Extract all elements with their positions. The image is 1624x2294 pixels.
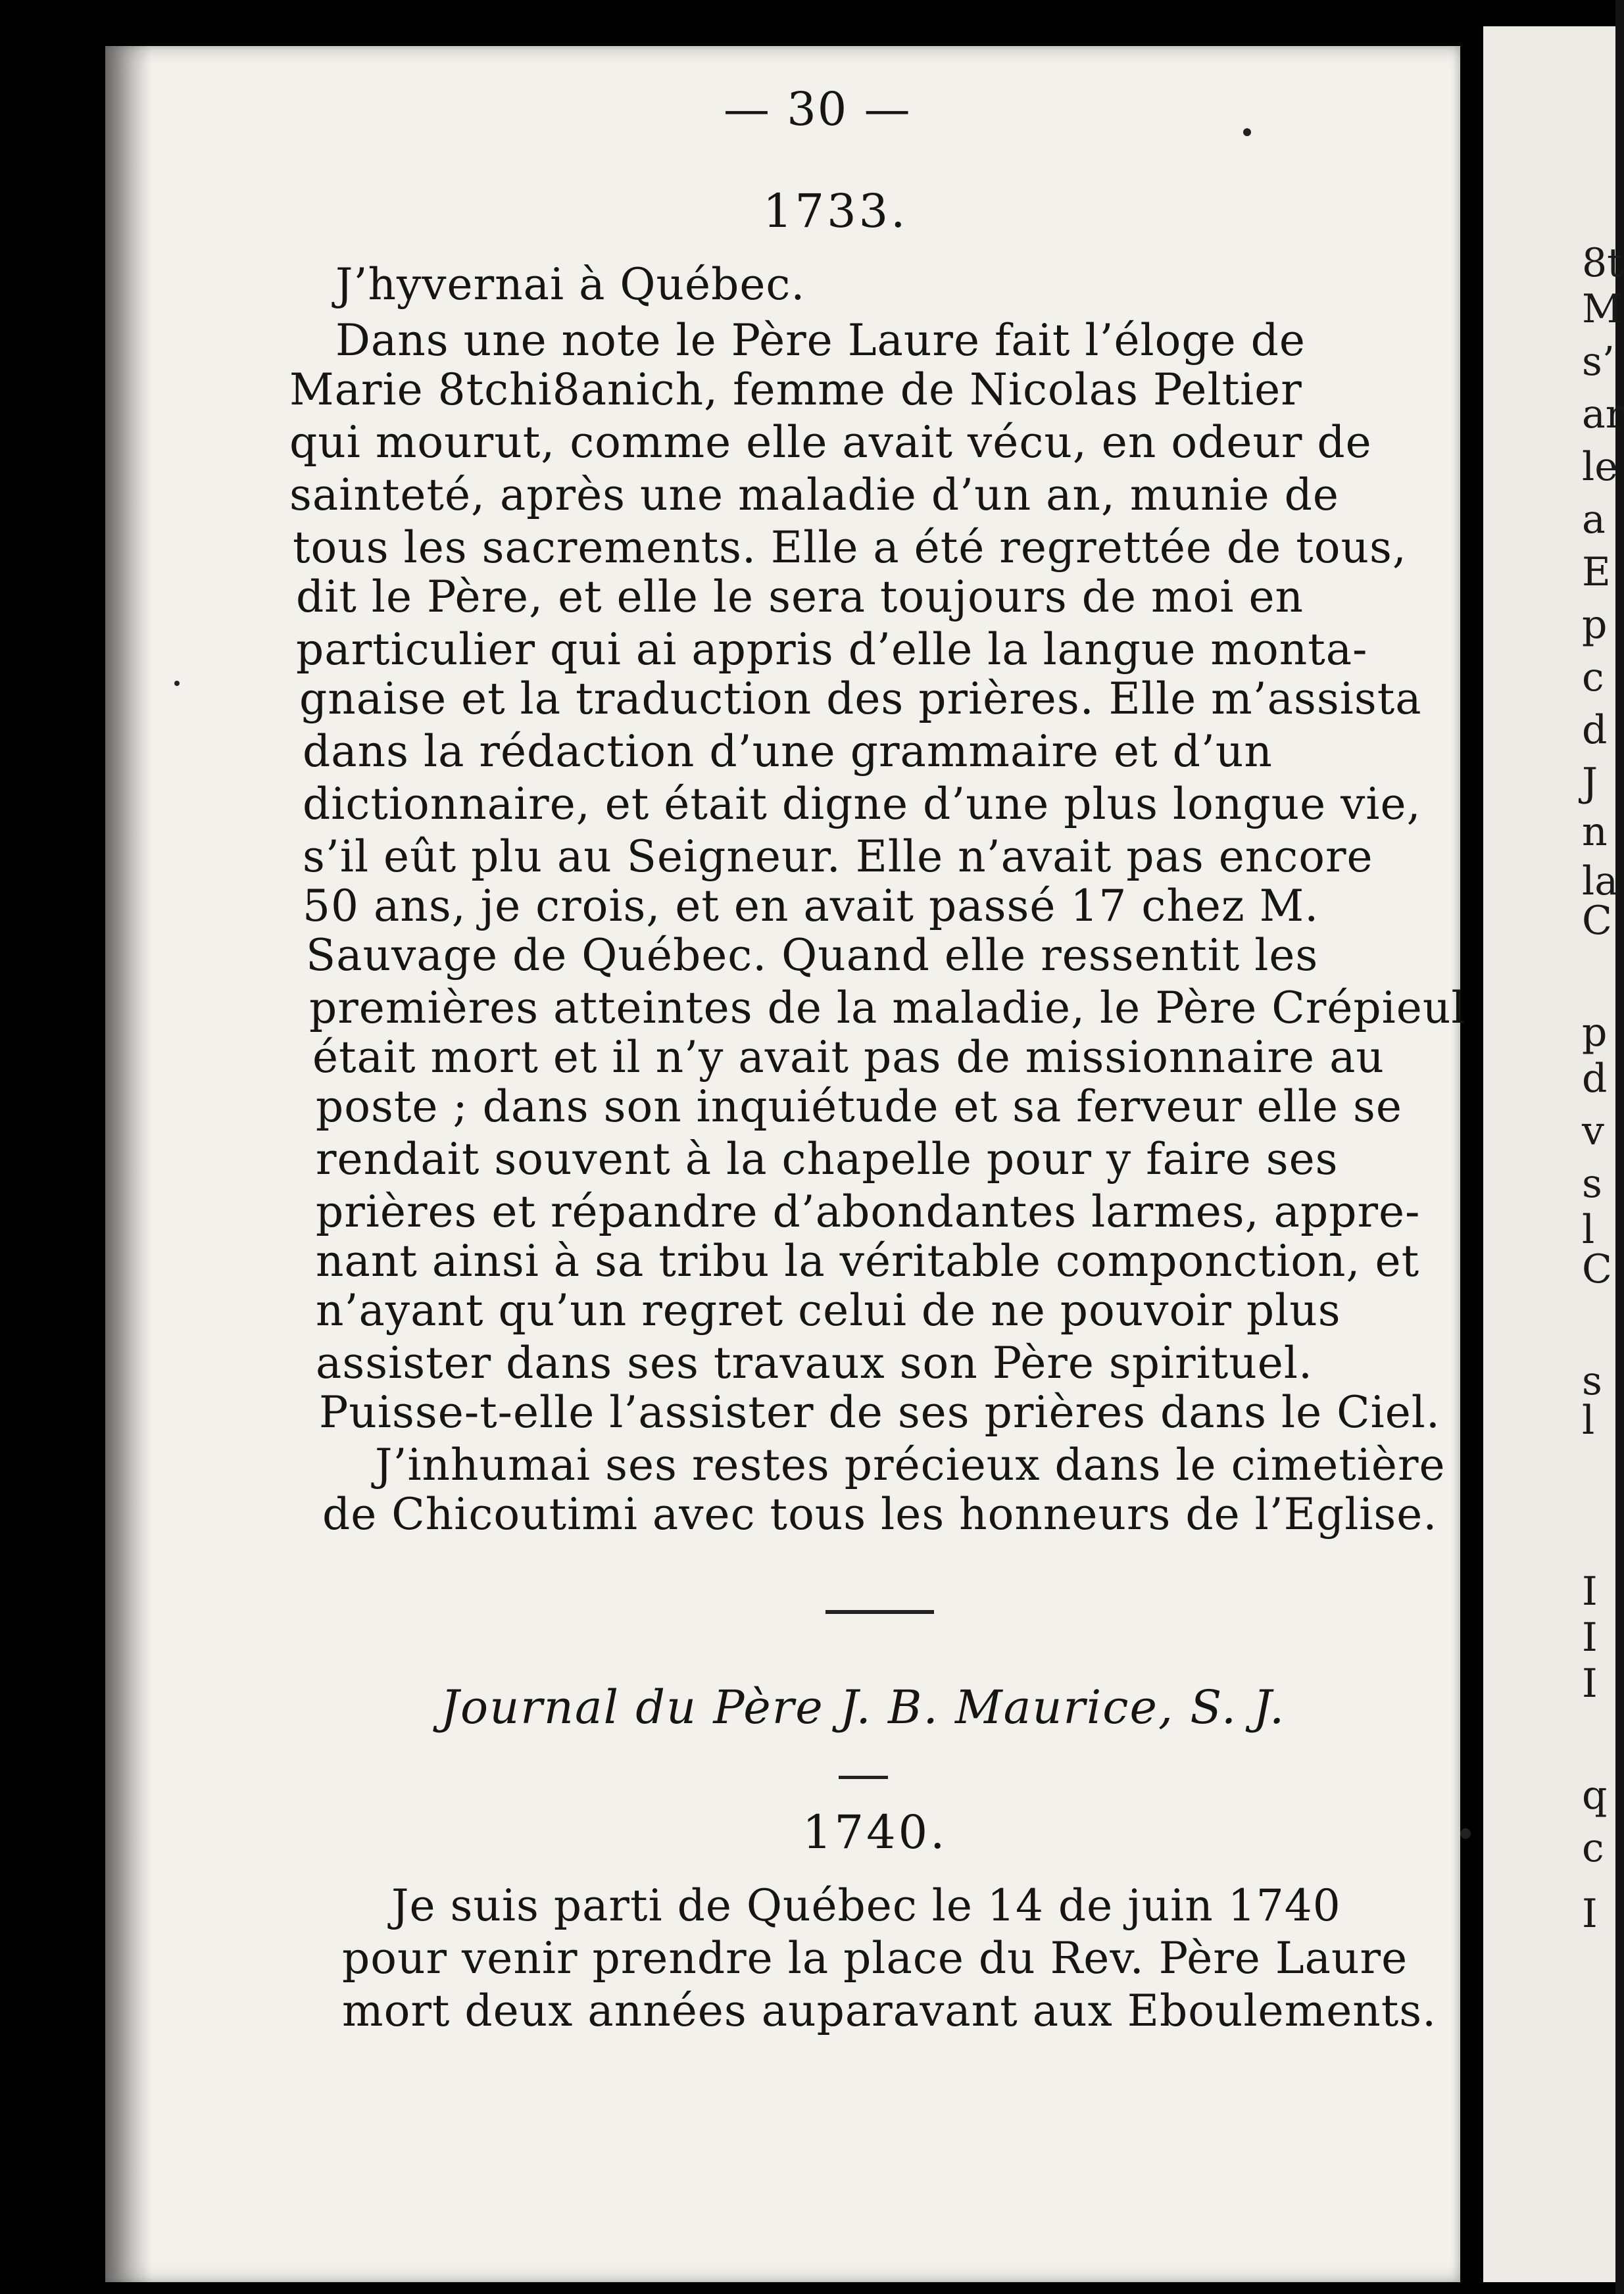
text-line: dictionnaire, et était digne d’une plus longue vie,	[303, 779, 1421, 829]
text-line: J’hyvernai à Québec.	[335, 259, 806, 310]
next-page-text: c	[1582, 654, 1604, 700]
scan-speck	[174, 681, 180, 686]
text-line: tous les sacrements. Elle a été regrettée de tous,	[293, 522, 1407, 573]
text-line: prières et répandre d’abondantes larmes, appre-	[316, 1186, 1421, 1237]
short-divider-rule	[839, 1776, 888, 1779]
next-page-fragment	[1483, 26, 1624, 2282]
next-page-text: l	[1582, 1398, 1595, 1444]
next-page-text: I	[1582, 1661, 1598, 1707]
next-page-text: d	[1582, 707, 1608, 753]
next-page-text: ar	[1582, 391, 1624, 437]
text-line: assister dans ses travaux son Père spirituel.	[316, 1338, 1313, 1388]
journal-title: Journal du Père J. B. Maurice, S. J.	[441, 1680, 1286, 1734]
next-page-text: C	[1582, 898, 1612, 944]
text-line: n’ayant qu’un regret celui de ne pouvoir plus	[316, 1285, 1341, 1336]
text-line: pour venir prendre la place du Rev. Père Laure	[342, 1933, 1408, 1984]
next-page-text: v	[1582, 1108, 1604, 1154]
next-page-text: C	[1582, 1246, 1612, 1292]
next-page-text: J	[1582, 760, 1598, 806]
next-page-text: p	[1582, 602, 1608, 648]
text-line: premières atteintes de la maladie, le Père Crépieul	[309, 983, 1466, 1033]
journal-year-heading: 1740.	[802, 1805, 948, 1859]
next-page-text: s’	[1582, 339, 1615, 385]
text-line: particulier qui ai appris d’elle la langue monta-	[296, 624, 1368, 675]
gutter-shadow	[105, 46, 151, 2282]
scan-speck	[1243, 128, 1251, 136]
next-page-text: a	[1582, 497, 1606, 543]
next-page-text: le	[1582, 444, 1618, 490]
text-line: nant ainsi à sa tribu la véritable componction, et	[316, 1236, 1420, 1286]
next-page-text: l	[1582, 1207, 1595, 1253]
scan-speck	[1460, 1828, 1471, 1839]
text-line: J’inhumai ses restes précieux dans le cimetière	[375, 1440, 1446, 1490]
next-page-text: la	[1582, 858, 1618, 904]
next-page-text: 8t	[1582, 240, 1623, 286]
next-page-text: s	[1582, 1358, 1602, 1404]
next-page-text: s	[1582, 1161, 1602, 1207]
next-page-text: I	[1582, 1569, 1598, 1615]
page-number: — 30 —	[724, 82, 912, 136]
next-page-text: I	[1582, 1615, 1598, 1661]
next-page-text: E	[1582, 549, 1611, 595]
text-line: Sauvage de Québec. Quand elle ressentit les	[306, 930, 1319, 981]
text-line: Dans une note le Père Laure fait l’éloge de	[335, 315, 1306, 366]
text-line: s’il eût plu au Seigneur. Elle n’avait pas encore	[303, 831, 1373, 882]
next-page-text: p	[1582, 1010, 1608, 1056]
next-page-text: q	[1582, 1772, 1608, 1818]
text-line: mort deux années auparavant aux Eboulements.	[342, 1986, 1437, 2036]
text-line: rendait souvent à la chapelle pour y faire ses	[316, 1134, 1339, 1184]
next-page-text: c	[1582, 1825, 1604, 1871]
next-page-text: n	[1582, 809, 1608, 855]
text-line: poste ; dans son inquiétude et sa ferveur elle se	[316, 1081, 1402, 1132]
text-line: dans la rédaction d’une grammaire et d’un	[303, 726, 1273, 777]
text-line: 50 ans, je crois, et en avait passé 17 chez M.	[303, 881, 1319, 931]
text-line: dit le Père, et elle le sera toujours de moi en	[296, 572, 1304, 622]
text-line: était mort et il n’y avait pas de missionnaire au	[312, 1032, 1385, 1083]
next-page-text: d	[1582, 1056, 1608, 1102]
next-page-text: M	[1582, 286, 1623, 332]
text-line: Je suis parti de Québec le 14 de juin 1740	[391, 1880, 1341, 1931]
text-line: sainteté, après une maladie d’un an, munie de	[289, 470, 1339, 520]
text-line: Marie 8tchi8anich, femme de Nicolas Peltier	[289, 364, 1302, 415]
section-divider-rule	[825, 1610, 934, 1614]
text-line: de Chicoutimi avec tous les honneurs de l’Eglise.	[322, 1489, 1438, 1540]
text-line: Puisse-t-elle l’assister de ses prières dans le Ciel.	[319, 1387, 1440, 1438]
text-line: gnaise et la traduction des prières. Elle m’assista	[299, 673, 1422, 724]
text-line: qui mourut, comme elle avait vécu, en odeur de	[289, 417, 1372, 468]
section-year-heading: 1733.	[763, 184, 908, 238]
next-page-text: I	[1582, 1891, 1598, 1937]
